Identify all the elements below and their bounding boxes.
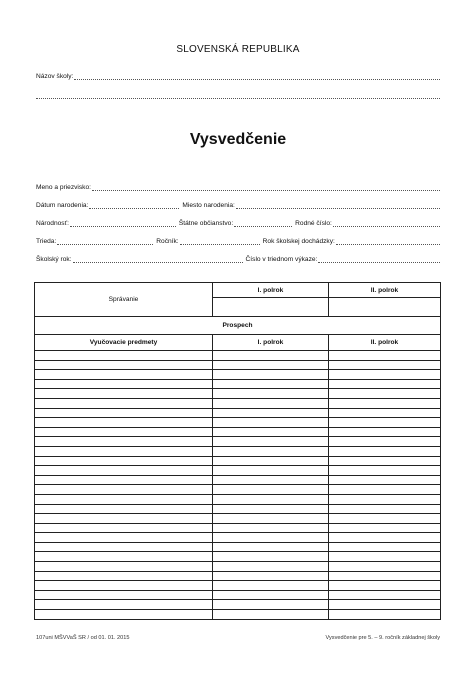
subject-half1-cell[interactable] — [213, 552, 329, 562]
school-name-line — [36, 71, 440, 80]
subject-half2-cell[interactable] — [329, 379, 441, 389]
subject-name-cell[interactable] — [35, 351, 213, 361]
subject-half2-cell[interactable] — [329, 389, 441, 399]
subject-name-cell[interactable] — [35, 494, 213, 504]
citizenship-field[interactable] — [234, 220, 292, 227]
subject-half1-cell[interactable] — [213, 542, 329, 552]
subject-half2-cell[interactable] — [329, 475, 441, 485]
subject-row — [35, 533, 441, 543]
subject-half2-cell[interactable] — [329, 446, 441, 456]
subject-name-cell[interactable] — [35, 379, 213, 389]
subject-half2-cell[interactable] — [329, 418, 441, 428]
subject-row — [35, 514, 441, 524]
birth-line — [36, 200, 440, 209]
register-number-field[interactable] — [318, 256, 440, 263]
class-label: Trieda: — [36, 238, 57, 245]
subject-half2-cell[interactable] — [329, 533, 441, 543]
subject-row — [35, 418, 441, 428]
subject-half2-cell[interactable] — [329, 562, 441, 572]
subject-name-cell[interactable] — [35, 408, 213, 418]
subject-name-cell[interactable] — [35, 590, 213, 600]
subject-half2-cell[interactable] — [329, 370, 441, 380]
country-heading: SLOVENSKÁ REPUBLIKA — [176, 44, 300, 55]
subject-row — [35, 466, 441, 476]
subject-half2-cell[interactable] — [329, 398, 441, 408]
subject-name-cell[interactable] — [35, 370, 213, 380]
subject-half2-cell[interactable] — [329, 494, 441, 504]
nationality-line — [36, 218, 440, 227]
behaviour-half1-cell[interactable] — [213, 298, 329, 317]
subject-half1-cell[interactable] — [213, 533, 329, 543]
subject-half1-cell[interactable] — [213, 475, 329, 485]
grade-label: Ročník: — [156, 238, 179, 245]
subject-name-cell[interactable] — [35, 600, 213, 610]
subject-name-cell[interactable] — [35, 466, 213, 476]
subject-half2-cell[interactable] — [329, 437, 441, 447]
subject-row — [35, 437, 441, 447]
subject-half1-cell[interactable] — [213, 398, 329, 408]
subject-half1-cell[interactable] — [213, 562, 329, 572]
school-name-label: Názov školy: — [36, 73, 74, 80]
subject-name-cell[interactable] — [35, 571, 213, 581]
subject-half2-cell[interactable] — [329, 590, 441, 600]
birth-date-field[interactable] — [89, 202, 179, 209]
subject-half2-cell[interactable] — [329, 542, 441, 552]
subject-name-cell[interactable] — [35, 475, 213, 485]
class-field[interactable] — [57, 238, 153, 245]
subject-half2-cell[interactable] — [329, 552, 441, 562]
subject-name-cell[interactable] — [35, 562, 213, 572]
subject-name-cell[interactable] — [35, 514, 213, 524]
subject-half1-cell[interactable] — [213, 456, 329, 466]
subject-half1-cell[interactable] — [213, 408, 329, 418]
subject-half1-cell[interactable] — [213, 504, 329, 514]
name-line — [36, 182, 440, 191]
subject-half1-cell[interactable] — [213, 610, 329, 620]
nationality-label: Národnosť: — [36, 220, 69, 227]
school-name-line-2 — [36, 90, 440, 99]
subject-row — [35, 389, 441, 399]
subject-row — [35, 379, 441, 389]
subject-half2-cell[interactable] — [329, 485, 441, 495]
subject-half1-cell[interactable] — [213, 523, 329, 533]
subject-row — [35, 600, 441, 610]
footer-description: Vysvedčenie pre 5. – 9. ročník základnej školy — [325, 635, 440, 641]
birth-date-label: Dátum narodenia: — [36, 202, 89, 209]
subject-half1-cell[interactable] — [213, 437, 329, 447]
subject-row — [35, 485, 441, 495]
subject-row — [35, 504, 441, 514]
subject-row — [35, 610, 441, 620]
subject-name-cell[interactable] — [35, 437, 213, 447]
subject-half2-cell[interactable] — [329, 523, 441, 533]
subject-name-cell[interactable] — [35, 610, 213, 620]
subject-row — [35, 581, 441, 591]
school-name-field-2[interactable] — [36, 92, 440, 99]
subject-half1-cell[interactable] — [213, 581, 329, 591]
birth-number-field[interactable] — [333, 220, 440, 227]
subject-half2-cell[interactable] — [329, 600, 441, 610]
subject-name-cell[interactable] — [35, 485, 213, 495]
attendance-year-label: Rok školskej dochádzky: — [262, 238, 335, 245]
grades-table — [34, 282, 441, 620]
subject-name-cell[interactable] — [35, 446, 213, 456]
subject-name-cell[interactable] — [35, 389, 213, 399]
subject-half2-cell[interactable] — [329, 504, 441, 514]
subject-half1-cell[interactable] — [213, 379, 329, 389]
subject-name-cell[interactable] — [35, 533, 213, 543]
register-number-label: Číslo v triednom výkaze: — [245, 256, 318, 263]
subject-half1-cell[interactable] — [213, 466, 329, 476]
subject-half1-cell[interactable] — [213, 389, 329, 399]
attendance-year-field[interactable] — [336, 238, 440, 245]
subject-row — [35, 475, 441, 485]
subject-half2-cell[interactable] — [329, 427, 441, 437]
subject-half2-cell[interactable] — [329, 360, 441, 370]
behaviour-half2-header: II. polrok — [329, 283, 441, 298]
name-label: Meno a priezvisko: — [36, 184, 91, 191]
school-year-line — [36, 254, 440, 263]
school-year-label: Školský rok: — [36, 256, 72, 263]
subject-name-cell[interactable] — [35, 581, 213, 591]
school-name-field[interactable] — [74, 73, 440, 80]
subject-half1-cell[interactable] — [213, 427, 329, 437]
results-header: Prospech — [35, 317, 441, 335]
behaviour-label: Správanie — [35, 283, 213, 317]
subject-row — [35, 351, 441, 361]
subjects-header: Vyučovacie predmety — [35, 335, 213, 351]
subject-half2-cell[interactable] — [329, 466, 441, 476]
subject-name-cell[interactable] — [35, 504, 213, 514]
footer-form-code: 107uni MŠVVaŠ SR / od 01. 01. 2015 — [36, 635, 130, 641]
subject-row — [35, 562, 441, 572]
subject-row — [35, 370, 441, 380]
subjects-half2-header: II. polrok — [329, 335, 441, 351]
subject-name-cell[interactable] — [35, 552, 213, 562]
subject-name-cell[interactable] — [35, 542, 213, 552]
subject-half2-cell[interactable] — [329, 610, 441, 620]
subject-row — [35, 494, 441, 504]
subject-half2-cell[interactable] — [329, 408, 441, 418]
citizenship-label: Štátne občianstvo: — [178, 220, 234, 227]
subject-half1-cell[interactable] — [213, 446, 329, 456]
subject-name-cell[interactable] — [35, 427, 213, 437]
subject-name-cell[interactable] — [35, 523, 213, 533]
subject-row — [35, 590, 441, 600]
subject-half1-cell[interactable] — [213, 600, 329, 610]
subject-half1-cell[interactable] — [213, 360, 329, 370]
birth-number-label: Rodné číslo: — [295, 220, 332, 227]
school-year-field[interactable] — [73, 256, 243, 263]
birth-place-field[interactable] — [236, 202, 440, 209]
class-line — [36, 236, 440, 245]
subject-name-cell[interactable] — [35, 418, 213, 428]
subject-half1-cell[interactable] — [213, 571, 329, 581]
subject-half1-cell[interactable] — [213, 514, 329, 524]
subject-row — [35, 446, 441, 456]
subject-row — [35, 523, 441, 533]
subject-half1-cell[interactable] — [213, 485, 329, 495]
subject-row — [35, 360, 441, 370]
grade-field[interactable] — [180, 238, 260, 245]
subject-half2-cell[interactable] — [329, 571, 441, 581]
subject-half1-cell[interactable] — [213, 590, 329, 600]
subject-half2-cell[interactable] — [329, 456, 441, 466]
subject-half1-cell[interactable] — [213, 351, 329, 361]
subject-row — [35, 542, 441, 552]
subject-row — [35, 398, 441, 408]
subjects-half1-header: I. polrok — [213, 335, 329, 351]
nationality-field[interactable] — [70, 220, 176, 227]
subject-half1-cell[interactable] — [213, 494, 329, 504]
subject-row — [35, 456, 441, 466]
behaviour-half2-cell[interactable] — [329, 298, 441, 317]
subject-row — [35, 408, 441, 418]
subject-row — [35, 571, 441, 581]
name-field[interactable] — [92, 184, 440, 191]
subject-half2-cell[interactable] — [329, 514, 441, 524]
document-title: Vysvedčenie — [189, 131, 287, 148]
subject-half1-cell[interactable] — [213, 418, 329, 428]
subject-name-cell[interactable] — [35, 456, 213, 466]
subject-name-cell[interactable] — [35, 360, 213, 370]
subject-name-cell[interactable] — [35, 398, 213, 408]
subject-half2-cell[interactable] — [329, 581, 441, 591]
subject-half1-cell[interactable] — [213, 370, 329, 380]
subject-row — [35, 427, 441, 437]
subject-half2-cell[interactable] — [329, 351, 441, 361]
birth-place-label: Miesto narodenia: — [182, 202, 235, 209]
behaviour-half1-header: I. polrok — [213, 283, 329, 298]
subject-row — [35, 552, 441, 562]
